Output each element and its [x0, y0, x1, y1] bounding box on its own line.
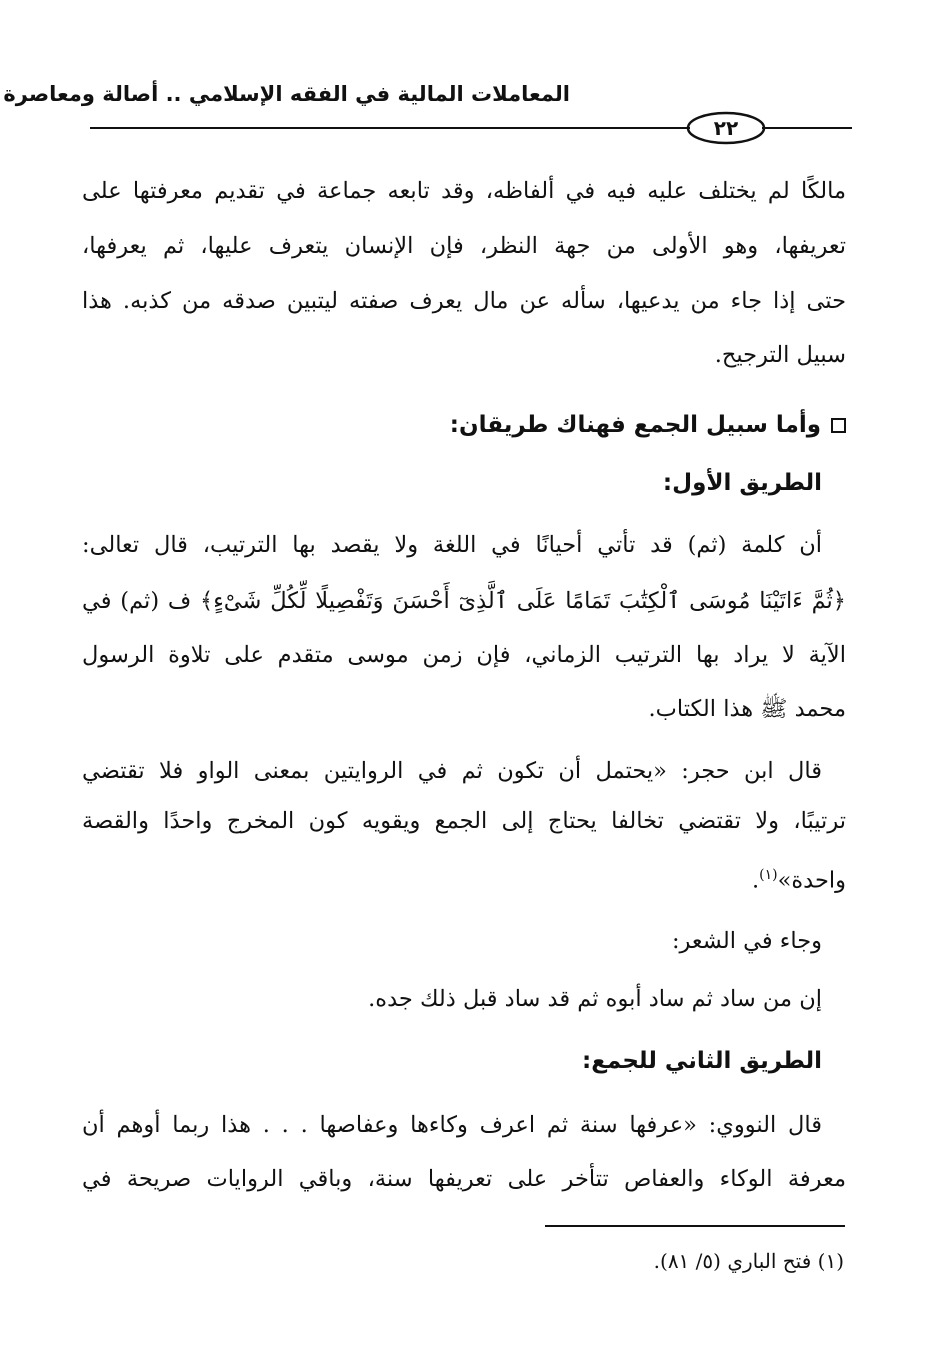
running-header-title: المعاملات المالية في الفقه الإسلامي .. أصالة ومعاصرة: [3, 82, 570, 106]
first-way-heading: الطريق الأول:: [662, 470, 822, 496]
p4-line-2: معرفة الوكاء والعفاص تتأخر على تعريفها سنة، وباقي الروايات صريحة في: [82, 1166, 846, 1192]
footnote-ref-1: (١): [759, 867, 778, 883]
p3-line-3: [82, 860, 846, 896]
p3-line-2: ترتيبًا، ولا تقتضي تخالفا يحتاج إلى الجمع ويقويه كون المخرج واحدًا والقصة: [82, 808, 846, 834]
second-way-heading: الطريق الثاني للجمع:: [582, 1048, 822, 1074]
p3-line-3-end: .: [751, 867, 760, 894]
p2-line-2-verse: ﴿ثُمَّ ءَاتَيْنَا مُوسَى ٱلْكِتَٰبَ تَمَامًا عَلَى ٱلَّذِىٓ أَحْسَنَ وَتَفْصِيلًا لِّكُلِّ شَىْءٍ﴾ ف (ثم) في: [82, 588, 846, 614]
poetry-line: إن من ساد ثم ساد أبوه ثم قد ساد قبل ذلك جده.: [368, 986, 822, 1012]
poetry-intro: وجاء في الشعر:: [671, 928, 822, 954]
page-number: ٢٢: [713, 116, 739, 140]
p1-line-1: مالكًا لم يختلف عليه فيه في ألفاظه، وقد تابعه جماعة في تقديم معرفتها على: [82, 178, 846, 204]
p1-line-3: حتى إذا جاء من يدعيها، سأله عن مال يعرف صفته ليتبين صدقه من كذبه. هذا: [82, 288, 846, 314]
section-heading: [82, 410, 846, 440]
section-heading-text: وأما سبيل الجمع فهناك طريقان:: [449, 412, 821, 438]
p2-line-1: أن كلمة (ثم) قد تأتي أحيانًا في اللغة ولا يقصد بها الترتيب، قال تعالى:: [82, 532, 822, 558]
checkbox-square-icon: [831, 418, 846, 433]
p2-line-4: محمد ﷺ هذا الكتاب.: [648, 696, 846, 722]
p1-line-4: سبيل الترجيح.: [714, 342, 846, 368]
footnote-rule: [545, 1225, 845, 1227]
p1-line-2: تعريفها، وهو الأولى من جهة النظر، فإن الإنسان يتعرف عليها، ثم يعرفها،: [82, 233, 846, 259]
p4-line-1: قال النووي: «عرفها سنة ثم اعرف وكاءها وعفاصها . . . هذا ربما أوهم أن: [82, 1112, 822, 1138]
p2-line-3: الآية لا يراد بها الترتيب الزماني، فإن زمن موسى متقدم على تلاوة الرسول: [82, 642, 846, 668]
footnote-1: (١) فتح الباري (٥/ ٨١).: [653, 1249, 844, 1273]
p3-line-3-text: واحدة»: [777, 867, 846, 894]
header-rule: [0, 100, 933, 160]
p3-line-1: قال ابن حجر: «يحتمل أن تكون ثم في الروايتين بمعنى الواو فلا تقتضي: [82, 758, 822, 784]
